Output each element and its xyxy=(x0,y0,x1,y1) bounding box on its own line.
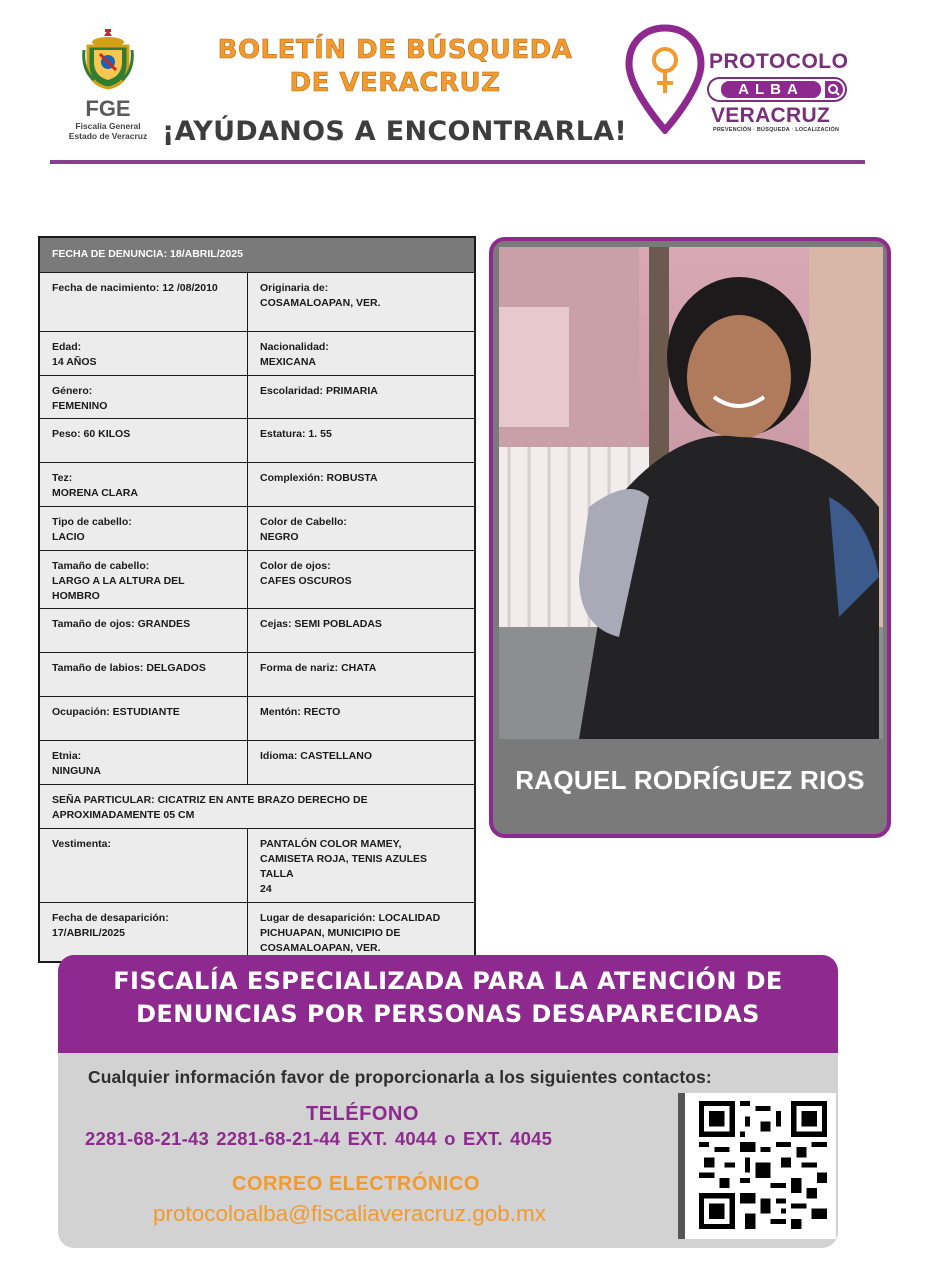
table-cell-left: Peso: 60 KILOS xyxy=(40,419,248,462)
table-row xyxy=(40,653,474,697)
table-cell-left: Edad: 14 AÑOS xyxy=(40,332,248,375)
table-cell-right: Color de Cabello: NEGRO xyxy=(260,516,347,543)
table-cell-left: Género: FEMENINO xyxy=(40,376,248,418)
table-row xyxy=(40,551,474,609)
fge-name-line2: Estado de Veracruz xyxy=(68,131,148,141)
table-cell-right: Lugar de desaparición: LOCALIDAD PICHUAPAN, MUNICIPIO DE COSAMALOAPAN, VER. xyxy=(260,912,441,954)
title-line2: DE VERACRUZ xyxy=(289,68,501,98)
table-cell-left: Fecha de desaparición: 17/ABRIL/2025 xyxy=(40,903,248,961)
fiscalia-banner xyxy=(58,955,838,1055)
veracruz-text: VERACRUZ xyxy=(711,104,831,127)
contact-intro: Cualquier información favor de proporcionarla a los siguientes contactos: xyxy=(88,1067,712,1087)
table-row xyxy=(40,829,474,903)
fge-logo xyxy=(58,28,158,153)
table-row xyxy=(40,697,474,741)
table-row xyxy=(40,785,474,829)
bulletin-title xyxy=(160,34,630,100)
alba-pill xyxy=(707,77,847,102)
table-cell-right: Idioma: CASTELLANO xyxy=(260,750,372,762)
location-pin-female-icon xyxy=(625,24,705,134)
qr-code-icon[interactable] xyxy=(699,1101,827,1229)
phone-numbers[interactable]: 2281-68-21-43 2281-68-21-44 EXT. 4044 o EXT. 4045 xyxy=(85,1128,553,1149)
report-date-header: FECHA DE DENUNCIA: 18/ABRIL/2025 xyxy=(40,238,474,273)
table-cell-left: Ocupación: ESTUDIANTE xyxy=(40,697,248,740)
protocol-text: PROTOCOLO xyxy=(709,50,849,73)
person-info-table xyxy=(38,236,476,963)
fiscalia-line1: FISCALÍA ESPECIALIZADA PARA LA ATENCIÓN DE xyxy=(113,967,783,995)
email-link[interactable]: protocoloalba@fiscaliaveracruz.gob.mx xyxy=(153,1201,547,1226)
alba-text: ALBA xyxy=(721,81,821,98)
table-row xyxy=(40,507,474,551)
table-cell-left: Tez: MORENA CLARA xyxy=(40,463,248,506)
table-row xyxy=(40,609,474,653)
header-divider xyxy=(50,160,865,164)
table-cell-left: Tamaño de labios: DELGADOS xyxy=(40,653,248,696)
table-cell-right: Originaria de: COSAMALOAPAN, VER. xyxy=(260,282,381,309)
table-cell-right: Mentón: RECTO xyxy=(260,706,341,718)
protocolo-alba-logo xyxy=(625,24,860,142)
protocol-tagline: PREVENCIÓN · BÚSQUEDA · LOCALIZACIÓN xyxy=(713,127,840,133)
table-cell-left: Fecha de nacimiento: 12 /08/2010 xyxy=(40,273,248,331)
table-cell-right: Nacionalidad: MEXICANA xyxy=(260,341,329,368)
table-cell-right: Color de ojos: CAFES OSCUROS xyxy=(260,560,352,587)
table-cell-full: SEÑA PARTICULAR: CICATRIZ EN ANTE BRAZO DERECHO DE APROXIMADAMENTE 05 CM xyxy=(52,794,368,821)
missing-person-photo xyxy=(499,247,883,739)
coat-of-arms-icon xyxy=(80,28,136,90)
table-cell-left: Tipo de cabello: LACIO xyxy=(40,507,248,550)
table-cell-right: Estatura: 1. 55 xyxy=(260,428,332,440)
table-row xyxy=(40,376,474,419)
search-icon xyxy=(825,81,843,98)
table-row xyxy=(40,463,474,507)
missing-person-name: RAQUEL RODRÍGUEZ RIOS xyxy=(515,765,865,795)
table-cell-right: PANTALÓN COLOR MAMEY, CAMISETA ROJA, TENIS AZULES TALLA 24 xyxy=(260,838,428,895)
table-row xyxy=(40,273,474,332)
table-cell-left: Tamaño de cabello: LARGO A LA ALTURA DEL HOMBRO xyxy=(40,551,248,608)
email-label: CORREO ELECTRÓNICO xyxy=(232,1173,480,1195)
table-row xyxy=(40,741,474,785)
slogan: ¡AYÚDANOS A ENCONTRARLA! xyxy=(162,116,628,147)
table-cell-right: Forma de nariz: CHATA xyxy=(260,662,377,674)
contact-panel xyxy=(58,1053,838,1248)
table-row xyxy=(40,332,474,376)
table-body xyxy=(40,273,474,961)
fge-abbreviation: FGE xyxy=(85,96,131,121)
title-line1: BOLETÍN DE BÚSQUEDA xyxy=(217,35,573,65)
table-cell-right: Cejas: SEMI POBLADAS xyxy=(260,618,382,630)
table-row xyxy=(40,903,474,961)
header xyxy=(50,20,865,165)
table-cell-left: Tamaño de ojos: GRANDES xyxy=(40,609,248,652)
table-row xyxy=(40,419,474,463)
table-cell-right: Escolaridad: PRIMARIA xyxy=(260,385,378,397)
photo-card xyxy=(489,237,891,838)
table-cell-left: Vestimenta: xyxy=(40,829,248,902)
phone-label: TELÉFONO xyxy=(306,1103,419,1125)
fiscalia-line2: DENUNCIAS POR PERSONAS DESAPARECIDAS xyxy=(136,1000,760,1028)
fge-name-line1: Fiscalía General xyxy=(75,121,141,131)
qr-frame xyxy=(678,1093,836,1239)
table-cell-right: Complexión: ROBUSTA xyxy=(260,472,378,484)
table-cell-left: Etnia: NINGUNA xyxy=(40,741,248,784)
